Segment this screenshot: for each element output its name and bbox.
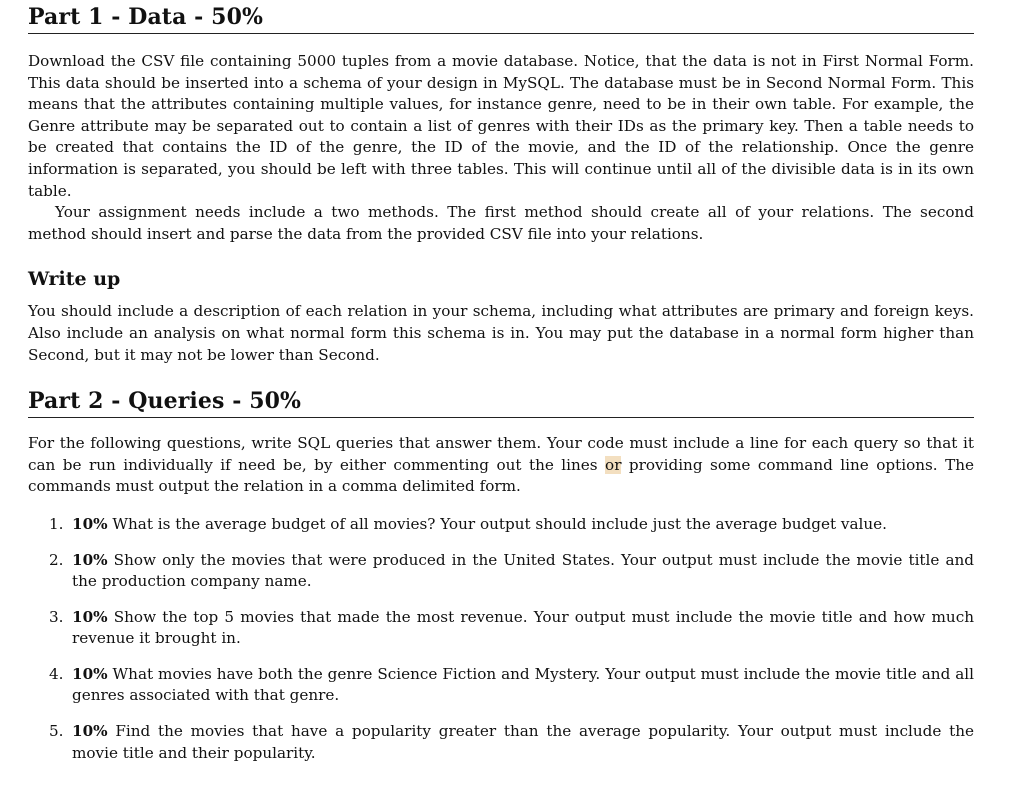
part2-paragraph-text-after: providing some command line options. The commands must output the relation in a comma delimited form. — [28, 455, 974, 496]
question-number: 2. — [49, 550, 64, 569]
part2-paragraph-text-before: For the following questions, write SQL queries that answer them. Your code must include a line for each query so that it can be run individually if need be, by either commenting out the lines — [28, 434, 974, 474]
query-question-list — [28, 514, 974, 764]
question-text: Show the top 5 movies that made the most revenue. Your output must include the movie title and how much revenue it brought in. — [72, 607, 974, 648]
question-number: 3. — [49, 607, 64, 626]
question-number: 1. — [49, 514, 64, 533]
part1-paragraph-2: Your assignment needs include a two methods. The first method should create all of your relations. The second method should insert and parse the data from the provided CSV file into your relations. — [28, 203, 974, 243]
part1-paragraph-1: Download the CSV file containing 5000 tuples from a movie database. Notice, that the data is not in First Normal Form. This data should be inserted into a schema of your design in MySQL. The database must be in Second Normal Form. This means that the attributes containing multiple values, for instance genre, need to be in their own table. For example, the Genre attribute may be separated out to contain a list of genres with their IDs as the primary key. Then a table needs to be created that contains the ID of the genre, the ID of the movie, and the ID of the relationship. Once the genre information is separated, you should be left with three tables. This will continue until all of the divisible data is in its own table. — [28, 52, 974, 200]
writeup-heading: Write up — [28, 268, 121, 291]
question-percent: 10% — [72, 514, 108, 533]
question-item — [28, 550, 974, 593]
question-item — [28, 664, 974, 707]
question-item — [28, 607, 974, 650]
part2-heading-rule — [28, 417, 974, 418]
question-item — [28, 721, 974, 764]
question-percent: 10% — [72, 550, 108, 569]
question-item — [28, 514, 974, 536]
question-percent: 10% — [72, 722, 108, 741]
part2-paragraph — [28, 433, 974, 498]
question-text: Show only the movies that were produced in the United States. Your output must include the movie title and the production company name. — [72, 550, 975, 591]
question-text: What movies have both the genre Science Fiction and Mystery. Your output must include the movie title and all genres associated with that genre. — [72, 664, 975, 705]
part1-heading: Part 1 - Data - 50% — [28, 4, 263, 30]
question-text: Find the movies that have a popularity greater than the average popularity. Your output must include the movie title and their popularity. — [72, 722, 975, 762]
question-number: 4. — [49, 664, 64, 683]
part1-heading-rule — [28, 33, 974, 34]
question-percent: 10% — [72, 607, 108, 626]
highlighted-word: or — [605, 455, 622, 474]
question-percent: 10% — [72, 664, 108, 683]
question-number: 5. — [49, 722, 64, 741]
writeup-paragraph: You should include a description of each relation in your schema, including what attributes are primary and foreign keys. Also include an analysis on what normal form this schema is in. You may put the database in a normal form higher than Second, but it may not be lower than Second. — [28, 302, 974, 364]
part2-heading: Part 2 - Queries - 50% — [28, 388, 302, 415]
question-text: What is the average budget of all movies? Your output should include just the average budget value. — [112, 514, 887, 533]
